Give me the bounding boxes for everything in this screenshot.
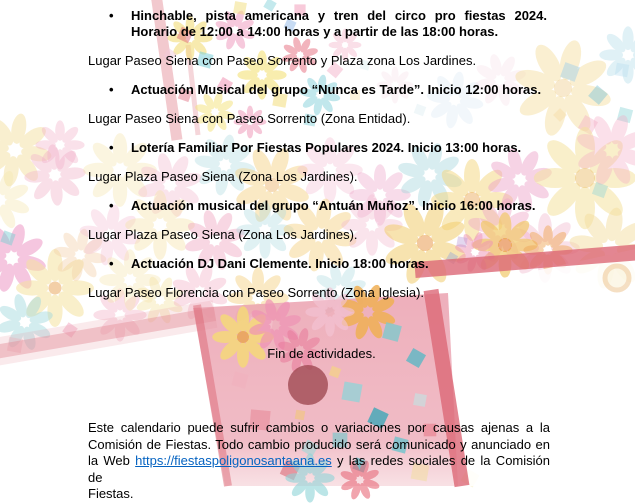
- disclaimer-line-4: Fiestas.: [88, 486, 134, 501]
- bullet-icon: •: [109, 140, 114, 155]
- event-title-text: Hinchable, pista americana y tren del circo pro fiestas 2024. Horario de 12:00 a 14:00 horas y a partir de las 18:00 horas.: [131, 8, 547, 39]
- event-title-text: Actuación Musical del grupo “Nunca es Tarde”. Inicio 12:00 horas.: [131, 82, 542, 97]
- event-title-text: Lotería Familiar Por Fiestas Populares 2024. Inicio 13:00 horas.: [131, 140, 522, 155]
- events-list: [88, 8, 555, 301]
- end-of-activities-note: Fin de actividades.: [267, 346, 376, 361]
- event-location: Lugar Paseo Siena con Paseo Sorrento (Zona Entidad).: [88, 111, 411, 126]
- event-title: [109, 256, 547, 272]
- event-title: [109, 140, 547, 156]
- event-item: [88, 140, 555, 185]
- event-location: Lugar Paseo Florencia con Paseo Sorrento (Zona Iglesia).: [88, 285, 425, 300]
- event-title-text: Actuación musical del grupo “Antuán Muñoz”. Inicio 16:00 horas.: [131, 198, 536, 213]
- bullet-icon: •: [109, 198, 114, 213]
- disclaimer-line-3-before: la Web: [88, 453, 136, 468]
- event-item: [88, 82, 555, 127]
- event-title: [109, 82, 547, 98]
- bullet-icon: •: [109, 8, 114, 23]
- disclaimer-line-2: Comisión de Fiestas. Todo cambio producido será comunicado y anunciado en: [88, 436, 550, 452]
- event-item: [88, 198, 555, 243]
- event-title: [109, 198, 547, 214]
- disclaimer-line-1: Este calendario puede sufrir cambios o variaciones por causas ajenas a la: [88, 420, 550, 435]
- bullet-icon: •: [109, 256, 114, 271]
- program-content: [88, 8, 555, 503]
- disclaimer-line-3-after: y las redes sociales de la Comisión de: [88, 453, 550, 485]
- disclaimer-line-3: [88, 453, 550, 486]
- event-location: Lugar Paseo Siena con Paseo Sorrento y Plaza zona Los Jardines.: [88, 53, 477, 68]
- event-location: Lugar Plaza Paseo Siena (Zona Los Jardines).: [88, 227, 358, 242]
- event-location: Lugar Plaza Paseo Siena (Zona Los Jardines).: [88, 169, 358, 184]
- disclaimer-paragraph: [88, 420, 550, 503]
- website-link[interactable]: https://fiestaspoligonosantaana.es: [135, 453, 332, 468]
- bullet-icon: •: [109, 82, 114, 97]
- event-title: [109, 8, 547, 40]
- event-title-text: Actuación DJ Dani Clemente. Inicio 18:00 horas.: [131, 256, 429, 271]
- event-item: [88, 256, 555, 301]
- event-item: [88, 8, 555, 69]
